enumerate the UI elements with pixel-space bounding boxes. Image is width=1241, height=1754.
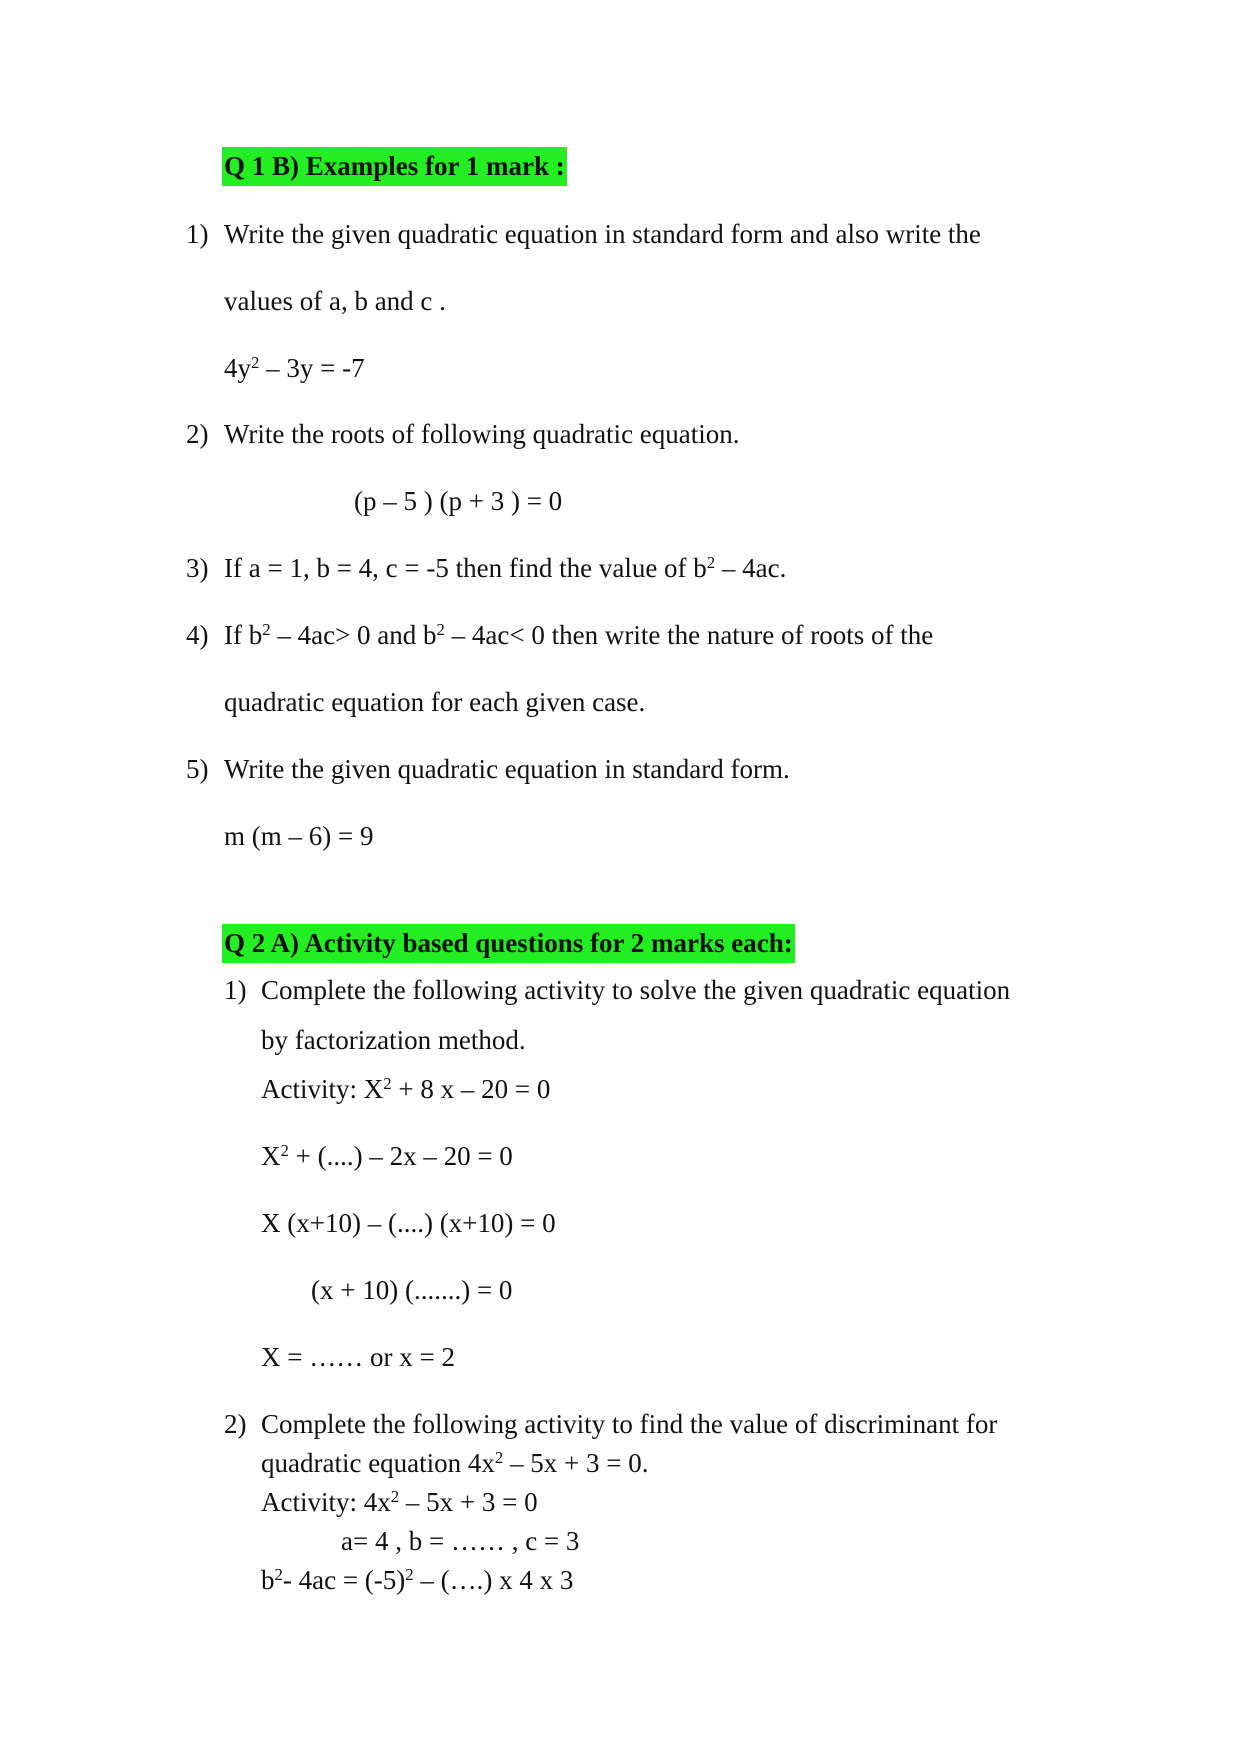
q2-1-step1: $X^2$ + (....) – 2x – 20 = 0	[261, 1140, 513, 1171]
q2-2-line1: Complete the following activity to find the value of discriminant for	[261, 1409, 998, 1439]
q1-5-number: 5)	[186, 754, 209, 784]
q1-1-equation: $4y^2 - 3y = -7$	[224, 352, 365, 383]
q2-2-discriminant: $b^2-$ $4ac = (-5)^2$ – (….) x 4 x 3	[261, 1564, 574, 1595]
q1-3-line1: If a = 1, b = 4, c = -5 then find the value of $b^2 - 4ac$.	[224, 552, 787, 583]
q2-1-step2: X (x+10) – (....) (x+10) = 0	[261, 1208, 556, 1238]
q1-5-equation: m (m – 6) = 9	[224, 821, 374, 851]
q1-2-equation: (p – 5 ) (p + 3 ) = 0	[354, 486, 563, 516]
q2-2-number: 2)	[224, 1409, 247, 1439]
q1-1-line2: values of a, b and c .	[224, 286, 446, 316]
section1-heading: Q 1 B) Examples for 1 mark :	[222, 147, 567, 186]
q2-1-step3: (x + 10) (.......) = 0	[311, 1275, 513, 1305]
q2-1-line1: Complete the following activity to solve the given quadratic equation	[261, 975, 1011, 1005]
q1-2-number: 2)	[186, 419, 209, 449]
q2-1-line2: by factorization method.	[261, 1025, 526, 1055]
q1-4-line2: quadratic equation for each given case.	[224, 687, 646, 717]
q1-1-number: 1)	[186, 219, 209, 249]
q2-2-coefficients: a= 4 , b = …… , c = 3	[341, 1526, 580, 1556]
q1-3-number: 3)	[186, 553, 209, 583]
q1-4-line1: If $b^2 - 4ac> 0$ and $b^2 - 4ac< 0$ then write the nature of roots of the	[224, 619, 934, 650]
q2-1-activity: Activity: $X^2 + 8$ x – 20 = 0	[261, 1073, 551, 1104]
section2-heading: Q 2 A) Activity based questions for 2 marks each:	[222, 924, 795, 963]
q2-1-number: 1)	[224, 975, 247, 1005]
q1-4-number: 4)	[186, 620, 209, 650]
q2-1-step4: X = …… or x = 2	[261, 1342, 455, 1372]
q2-2-line2: quadratic equation $4x^2 - 5x + 3 = 0$.	[261, 1447, 649, 1478]
q1-5-line1: Write the given quadratic equation in standard form.	[224, 754, 790, 784]
q1-2-line1: Write the roots of following quadratic equation.	[224, 419, 740, 449]
q1-1-line1: Write the given quadratic equation in standard form and also write the	[224, 219, 981, 249]
q2-2-activity: Activity: $4x^2 - 5x + 3 = 0$	[261, 1486, 538, 1517]
